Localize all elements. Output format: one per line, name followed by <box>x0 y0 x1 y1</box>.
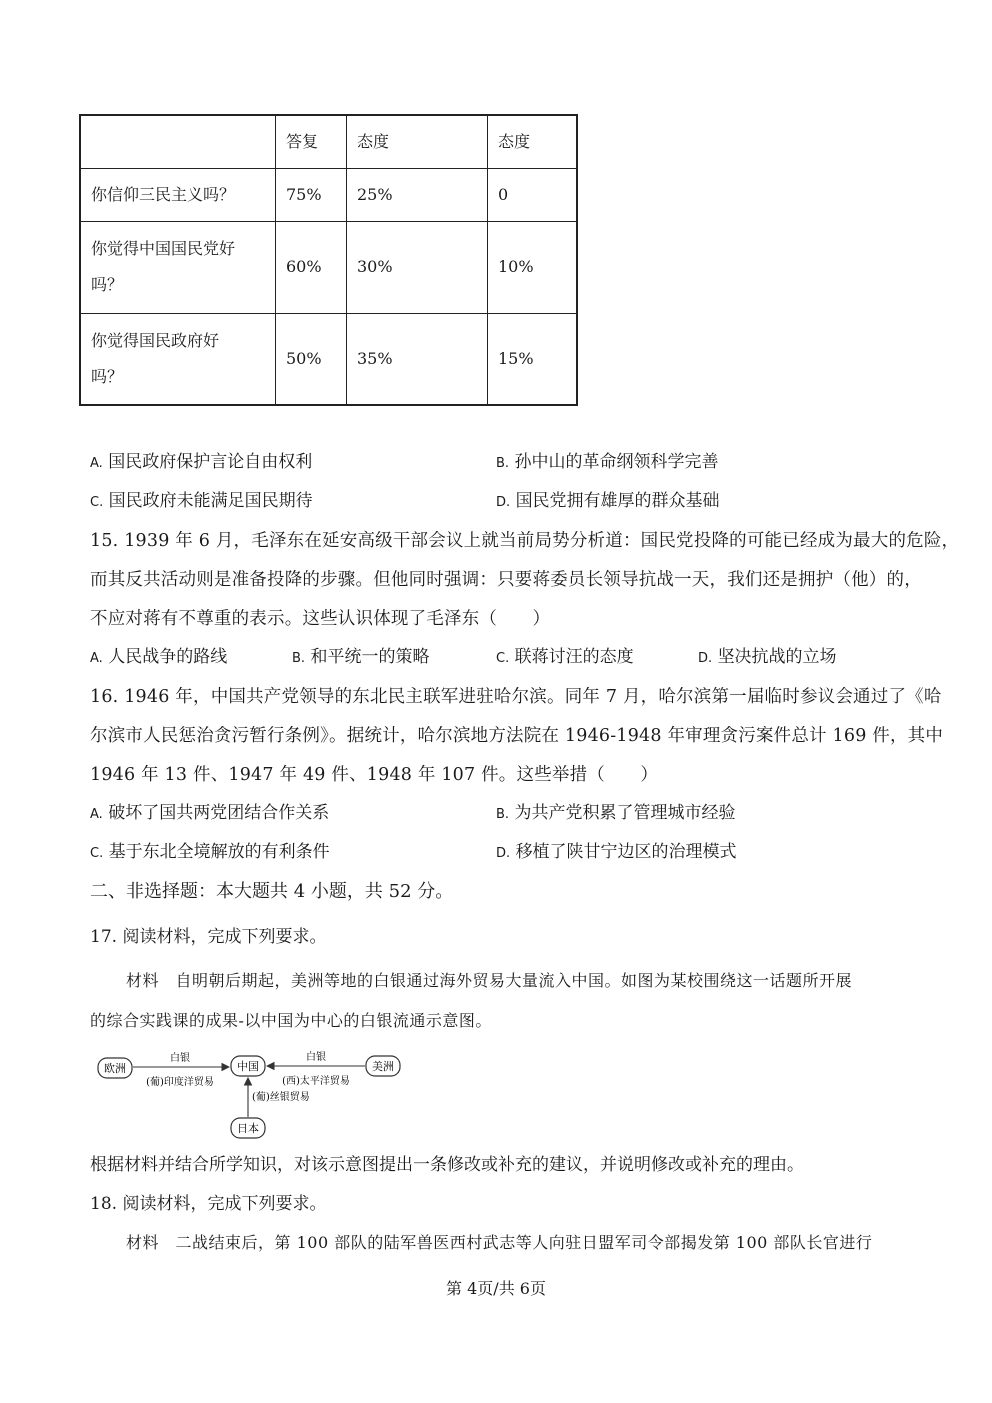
q16-stem-line: 16. 1946 年，中国共产党领导的东北民主联军进驻哈尔滨。同年 7 月，哈尔滨第一届临时参议会通过了《哈 <box>90 687 942 707</box>
table-cell: 75% <box>276 168 347 221</box>
section-heading: 二、非选择题：本大题共 4 小题，共 52 分。 <box>90 881 454 902</box>
table-header-cell: 态度 <box>488 115 578 168</box>
q16-stem-line: 1946 年 13 件、1947 年 49 件、1948 年 107 件。这些举措（ ） <box>90 765 659 785</box>
table-header-cell: 答复 <box>276 115 347 168</box>
china-label: 中国 <box>237 1060 259 1073</box>
table-cell: 15% <box>488 313 578 405</box>
table-row <box>80 313 577 405</box>
table-header-row <box>80 115 577 168</box>
europe-label: 欧洲 <box>104 1062 126 1075</box>
q14-option-a[interactable]: A. 国民政府保护言论自由权利 <box>90 452 313 472</box>
question-line: 你觉得中国国民党好 <box>91 239 236 258</box>
q14-option-b[interactable]: B. 孙中山的革命纲领科学完善 <box>496 452 719 472</box>
table-cell-question <box>80 313 276 405</box>
q15-option-b[interactable]: B. 和平统一的策略 <box>292 647 430 667</box>
q15-option-a[interactable]: A. 人民战争的路线 <box>90 647 228 667</box>
table-cell: 10% <box>488 221 578 313</box>
table-cell-question: 你信仰三民主义吗？ <box>80 168 276 221</box>
question-line: 吗？ <box>91 275 124 294</box>
q15-option-d[interactable]: D. 坚决抗战的立场 <box>698 647 837 667</box>
q16-stem-line: 尔滨市人民惩治贪污暂行条例》。据统计，哈尔滨地方法院在 1946-1948 年审理贪污案件总计 169 件，其中 <box>90 726 944 746</box>
table-cell: 50% <box>276 313 347 405</box>
table-cell: 0 <box>488 168 578 221</box>
silver-label-right: 白银 <box>306 1052 326 1063</box>
q17-material-line: 材料 自明朝后期起，美洲等地的白银通过海外贸易大量流入中国。如图为某校围绕这一话题所开展 <box>126 971 853 990</box>
question-line: 你觉得国民政府好 <box>91 330 220 350</box>
q17-question: 根据材料并结合所学知识，对该示意图提出一条修改或补充的建议，并说明修改或补充的理由。 <box>90 1155 804 1175</box>
table-header-cell <box>80 115 276 168</box>
q15-stem-line: 不应对蒋有不尊重的表示。这些认识体现了毛泽东（ ） <box>90 609 551 629</box>
q18-title: 18. 阅读材料，完成下列要求。 <box>90 1194 327 1214</box>
q16-option-b[interactable]: B. 为共产党积累了管理城市经验 <box>496 803 736 823</box>
route-label-indian-ocean: (葡)印度洋贸易 <box>146 1077 214 1088</box>
table-cell: 60% <box>276 221 347 313</box>
table-row <box>80 221 577 313</box>
table-row <box>80 168 577 221</box>
silver-label-left: 白银 <box>170 1053 190 1064</box>
page-footer: 第 4页/共 6页 <box>446 1279 546 1298</box>
route-label-pacific: (西)太平洋贸易 <box>282 1076 350 1087</box>
america-label: 美洲 <box>372 1060 394 1073</box>
table-cell: 30% <box>347 221 488 313</box>
table-cell: 25% <box>347 168 488 221</box>
q16-option-d[interactable]: D. 移植了陕甘宁边区的治理模式 <box>496 842 737 862</box>
q16-option-c[interactable]: C. 基于东北全境解放的有利条件 <box>90 842 330 862</box>
q17-title: 17. 阅读材料，完成下列要求。 <box>90 927 327 947</box>
japan-label: 日本 <box>237 1122 259 1135</box>
q16-option-a[interactable]: A. 破坏了国共两党团结合作关系 <box>90 803 330 823</box>
q15-stem-line: 15. 1939 年 6 月，毛泽东在延安高级干部会议上就当前局势分析道：国民党投降的可能已经成为最大的危险， <box>90 531 960 551</box>
table-cell: 35% <box>347 313 488 405</box>
q17-material-line: 的综合实践课的成果-以中国为中心的白银流通示意图。 <box>90 1011 492 1030</box>
q14-option-c[interactable]: C. 国民政府未能满足国民期待 <box>90 491 313 511</box>
route-label-silk-silver: (葡)丝银贸易 <box>252 1092 310 1103</box>
q14-option-d[interactable]: D. 国民党拥有雄厚的群众基础 <box>496 491 720 511</box>
table-cell-question <box>80 221 276 313</box>
silver-flow-diagram <box>92 1048 412 1140</box>
survey-table <box>79 114 578 406</box>
table-header-cell: 态度 <box>347 115 488 168</box>
q15-option-c[interactable]: C. 联蒋讨汪的态度 <box>496 647 634 667</box>
q18-material-line: 材料 二战结束后，第 100 部队的陆军兽医西村武志等人向驻日盟军司令部揭发第 100 部队长官进行 <box>126 1233 873 1252</box>
q15-stem-line: 而其反共活动则是准备投降的步骤。但他同时强调：只要蒋委员长领导抗战一天，我们还是拥护（他）的， <box>90 570 922 590</box>
question-line: 吗？ <box>91 366 124 386</box>
